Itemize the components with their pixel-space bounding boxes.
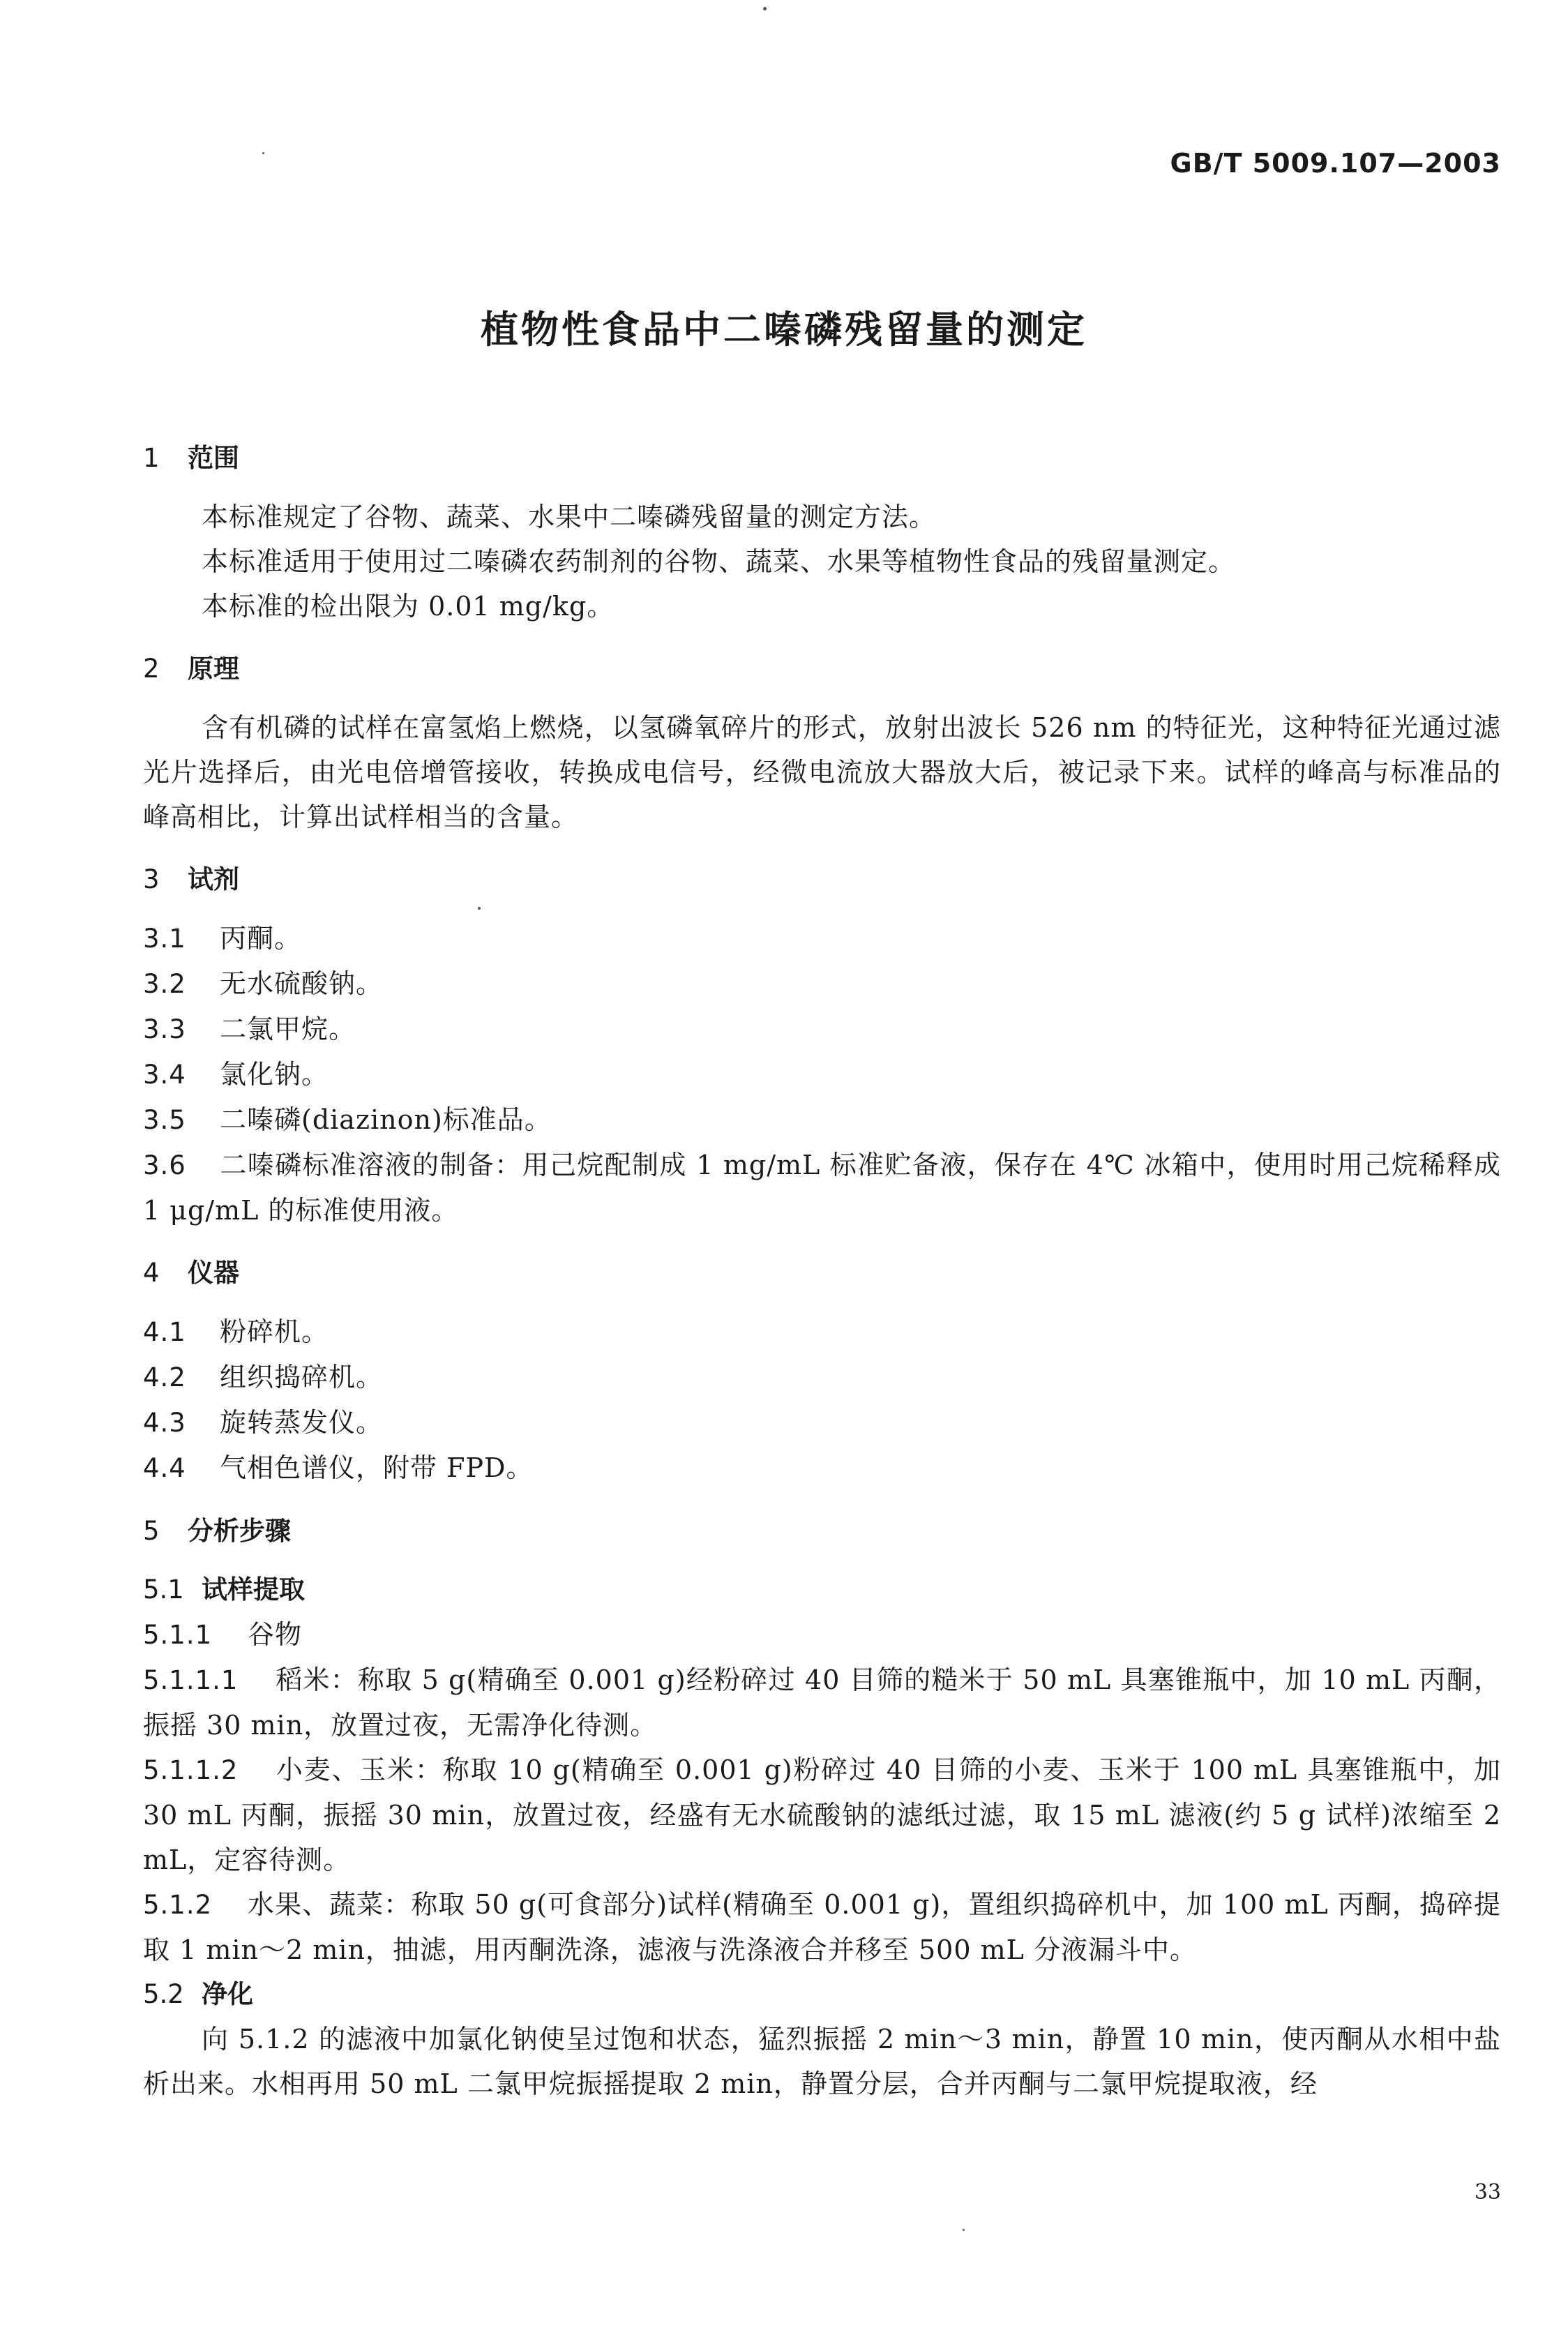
item-text: 二氯甲烷。	[220, 1014, 356, 1044]
item-text: 水果、蔬菜：称取 50 g(可食部分)试样(精确至 0.001 g)，置组织捣碎机中，加 100 mL 丙酮，捣碎提取 1 min～2 min，抽滤，用丙酮洗涤，滤液与洗涤液合并移至 500 mL 分液漏斗中。	[143, 1889, 1501, 1965]
section-number: 2	[143, 654, 160, 684]
section-title: 分析步骤	[188, 1516, 291, 1546]
list-item	[143, 916, 1501, 961]
document-title: 植物性食品中二嗪磷残留量的测定	[481, 308, 1087, 352]
section-heading-scope	[143, 436, 1501, 481]
section-number: 1	[143, 443, 160, 473]
section-number: 3	[143, 864, 160, 894]
item-text: 稻米：称取 5 g(精确至 0.001 g)经粉碎过 40 目筛的糙米于 50 mL 具塞锥瓶中，加 10 mL 丙酮，振摇 30 min，放置过夜，无需净化待测。	[143, 1665, 1501, 1741]
subsection-number: 5.2	[143, 1979, 184, 2009]
scan-speck	[262, 152, 264, 154]
list-item	[143, 1097, 1501, 1143]
item-number: 5.1.1	[143, 1620, 213, 1650]
paragraph: 本标准适用于使用过二嗪磷农药制剂的谷物、蔬菜、水果等植物性食品的残留量测定。	[202, 546, 1236, 577]
section-heading-principle	[143, 647, 1501, 691]
section-heading-procedure	[143, 1509, 1501, 1554]
item-number: 4.3	[143, 1408, 186, 1438]
item-number: 3.1	[143, 924, 186, 954]
list-item	[143, 1612, 1501, 1658]
item-number: 5.1.1.1	[143, 1665, 239, 1695]
list-item	[143, 1007, 1501, 1052]
item-number: 3.5	[143, 1105, 186, 1135]
item-number: 5.1.2	[143, 1890, 213, 1920]
item-text: 二嗪磷(diazinon)标准品。	[220, 1104, 552, 1135]
scan-speck	[478, 907, 481, 910]
paragraph: 向 5.1.2 的滤液中加氯化钠使呈过饱和状态，猛烈振摇 2 min～3 min，静置 10 min，使丙酮从水相中盐析出来。水相再用 50 mL 二氯甲烷振摇提取 2 min，静置分层，合并丙酮与二氯甲烷提取液，经	[143, 2024, 1501, 2099]
item-text: 二嗪磷标准溶液的制备：用己烷配制成 1 mg/mL 标准贮备液，保存在 4℃ 冰箱中，使用时用己烷稀释成 1 μg/mL 的标准使用液。	[143, 1150, 1501, 1226]
section-heading-reagents	[143, 857, 1501, 902]
item-number: 3.2	[143, 969, 186, 999]
item-text: 谷物	[248, 1619, 303, 1650]
section-number: 4	[143, 1258, 160, 1288]
item-number: 4.4	[143, 1453, 186, 1483]
item-number: 5.1.1.2	[143, 1755, 239, 1785]
section-title: 仪器	[188, 1258, 239, 1288]
item-number: 3.3	[143, 1014, 186, 1044]
item-text: 丙酮。	[220, 923, 302, 954]
item-number: 4.1	[143, 1317, 186, 1347]
item-number: 3.4	[143, 1060, 186, 1090]
scan-speck	[763, 7, 767, 10]
item-number: 3.6	[143, 1150, 186, 1180]
paragraph: 本标准规定了谷物、蔬菜、水果中二嗪磷残留量的测定方法。	[202, 502, 937, 532]
scan-speck	[963, 2229, 965, 2231]
list-item	[143, 1400, 1501, 1445]
list-item	[143, 1658, 1501, 1748]
section-title: 原理	[188, 654, 239, 684]
subsection-heading-cleanup	[143, 1972, 1501, 2017]
subsection-heading-extraction	[143, 1568, 1501, 1612]
subsection-title: 试样提取	[202, 1575, 305, 1605]
list-item	[143, 1355, 1501, 1400]
paragraph: 含有机磷的试样在富氢焰上燃烧，以氢磷氧碎片的形式，放射出波长 526 nm 的特征光，这种特征光通过滤光片选择后，由光电倍增管接收，转换成电信号，经微电流放大器放大后，被记录下来。试样的峰高与标准品的峰高相比，计算出试样相当的含量。	[143, 712, 1501, 832]
list-item	[143, 1309, 1501, 1355]
section-title: 试剂	[188, 864, 239, 894]
item-text: 旋转蒸发仪。	[220, 1407, 384, 1438]
item-text: 组织捣碎机。	[220, 1362, 384, 1392]
subsection-title: 净化	[202, 1979, 253, 2009]
list-item	[143, 961, 1501, 1007]
list-item	[143, 1052, 1501, 1097]
item-text: 氯化钠。	[220, 1059, 329, 1090]
standard-code: GB/T 5009.107—2003	[1170, 148, 1501, 179]
section-title: 范围	[188, 443, 239, 473]
paragraph: 本标准的检出限为 0.01 mg/kg。	[202, 591, 615, 622]
item-text: 小麦、玉米：称取 10 g(精确至 0.001 g)粉碎过 40 目筛的小麦、玉米于 100 mL 具塞锥瓶中，加 30 mL 丙酮，振摇 30 min，放置过夜，经盛有无水硫酸钠的滤纸过滤，取 15 mL 滤液(约 5 g 试样)浓缩至 2 mL，定容待测。	[143, 1755, 1501, 1875]
section-number: 5	[143, 1516, 160, 1546]
list-item	[143, 1143, 1501, 1233]
item-text: 粉碎机。	[220, 1316, 329, 1347]
page-number: 33	[1474, 2180, 1501, 2204]
document-body	[143, 436, 1501, 2106]
item-number: 4.2	[143, 1362, 186, 1392]
item-text: 气相色谱仪，附带 FPD。	[220, 1452, 534, 1483]
section-heading-apparatus	[143, 1251, 1501, 1295]
item-text: 无水硫酸钠。	[220, 968, 384, 999]
list-item	[143, 1445, 1501, 1491]
list-item	[143, 1748, 1501, 1882]
list-item	[143, 1882, 1501, 1972]
subsection-number: 5.1	[143, 1575, 184, 1605]
